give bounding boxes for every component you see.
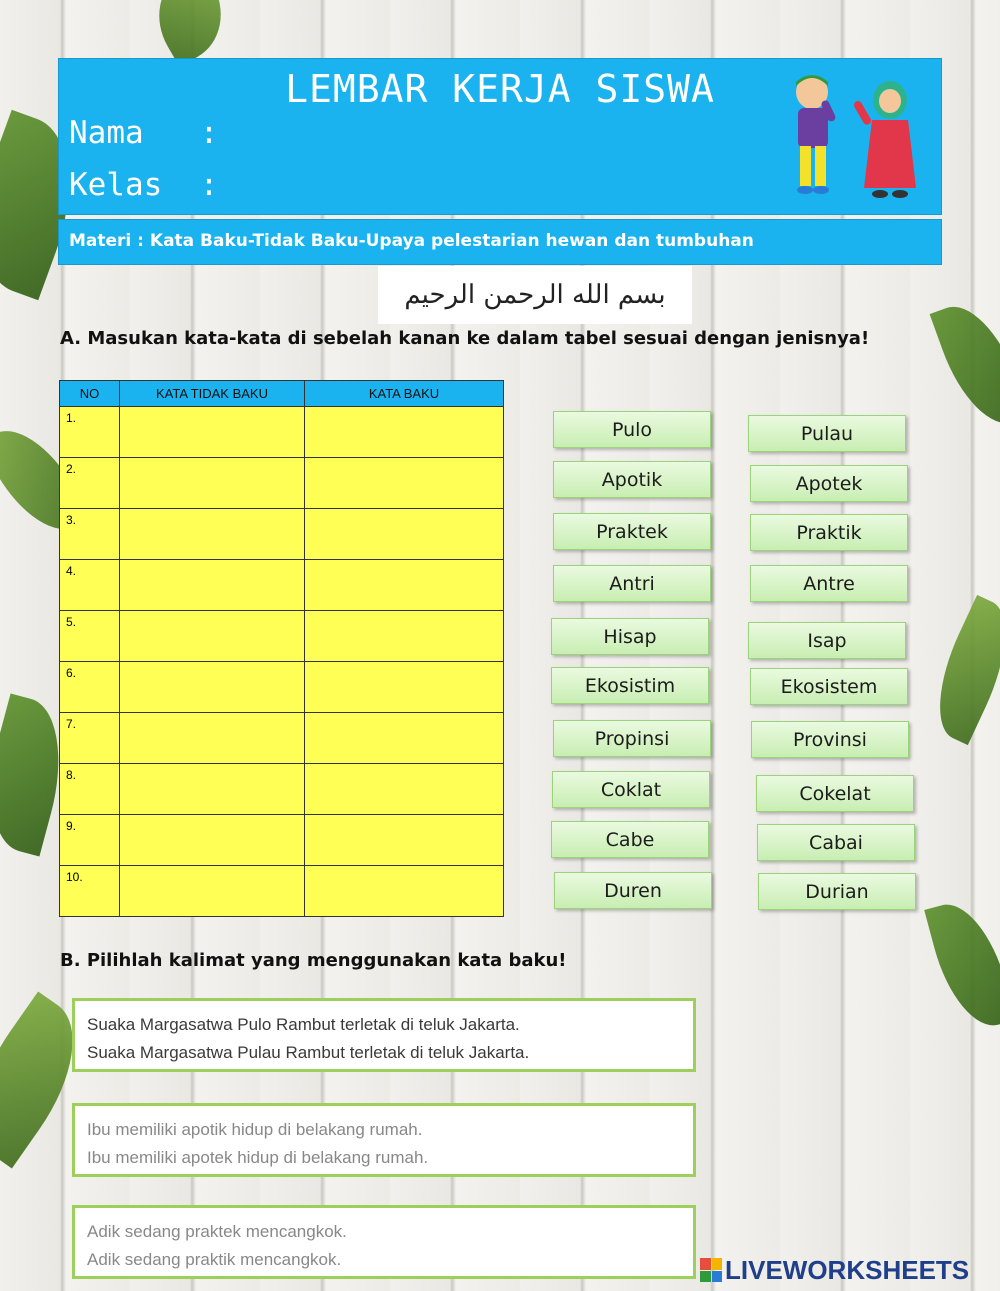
drop-cell-tidak-baku[interactable] [120,815,305,866]
word-card[interactable]: Ekosistim [551,667,709,704]
row-number: 2. [66,462,77,476]
drop-cell-baku[interactable] [305,866,504,917]
answer-option[interactable]: Suaka Margasatwa Pulo Rambut terletak di teluk Jakarta. [87,1015,520,1034]
table-row [60,509,504,560]
row-number-cell [60,560,120,611]
question-box-2 [72,1103,696,1177]
drop-cell-baku[interactable] [305,407,504,458]
word-card[interactable]: Praktek [553,513,711,550]
drop-cell-tidak-baku[interactable] [120,458,305,509]
section-a-title: A. Masukan kata-kata di sebelah kanan ke dalam tabel sesuai dengan jenisnya! [60,328,870,349]
row-number-cell [60,458,120,509]
word-card[interactable]: Durian [758,873,916,910]
col-no-header: NO [60,381,120,407]
question-box-1 [72,998,696,1072]
row-number-cell [60,815,120,866]
answer-option[interactable]: Adik sedang praktek mencangkok. [87,1222,347,1241]
row-number-cell [60,764,120,815]
table-row [60,611,504,662]
word-card[interactable]: Praktik [750,514,908,551]
materi-text: Materi : Kata Baku-Tidak Baku-Upaya pelestarian hewan dan tumbuhan [69,231,754,251]
row-number-cell [60,662,120,713]
table-row [60,560,504,611]
brand-name: LIVEWORKSHEETS [725,1254,970,1285]
drop-cell-baku[interactable] [305,764,504,815]
table-row [60,815,504,866]
col-baku-header: KATA BAKU [305,381,504,407]
row-number: 5. [66,615,77,629]
drop-cell-tidak-baku[interactable] [120,764,305,815]
drop-cell-tidak-baku[interactable] [120,509,305,560]
answer-option[interactable]: Suaka Margasatwa Pulau Rambut terletak di teluk Jakarta. [87,1043,530,1062]
nama-label: Nama : [69,115,219,151]
drop-cell-baku[interactable] [305,611,504,662]
leaf-decoration [918,595,1000,745]
word-card[interactable]: Hisap [551,618,709,655]
answer-option[interactable]: Ibu memiliki apotek hidup di belakang rumah. [87,1148,429,1167]
table-row [60,407,504,458]
word-card[interactable]: Antri [553,565,711,602]
drop-cell-tidak-baku[interactable] [120,713,305,764]
word-card[interactable]: Apotik [553,461,711,498]
table-row [60,458,504,509]
word-card[interactable]: Pulau [748,415,906,452]
kids-illustration [772,70,932,210]
question-box-3 [72,1205,696,1279]
row-number: 10. [66,870,83,884]
drop-cell-baku[interactable] [305,713,504,764]
drop-cell-tidak-baku[interactable] [120,866,305,917]
leaf-decoration [924,894,1000,1035]
kelas-label: Kelas : [69,167,219,203]
liveworksheets-logo [700,1256,969,1284]
table-row [60,764,504,815]
drop-cell-tidak-baku[interactable] [120,560,305,611]
drop-cell-baku[interactable] [305,458,504,509]
word-card[interactable]: Isap [748,622,906,659]
row-number: 6. [66,666,77,680]
word-card[interactable]: Cokelat [756,775,914,812]
row-number: 8. [66,768,77,782]
materi-bar [58,219,942,265]
col-tidak-baku-header: KATA TIDAK BAKU [120,381,305,407]
row-number-cell [60,713,120,764]
section-b-title: B. Pilihlah kalimat yang menggunakan kata baku! [60,950,567,971]
word-card[interactable]: Provinsi [751,721,909,758]
answer-option[interactable]: Ibu memiliki apotik hidup di belakang rumah. [87,1120,423,1139]
word-card[interactable]: Ekosistem [750,668,908,705]
table-row [60,662,504,713]
worksheet-title: LEMBAR KERJA SISWA [285,67,715,111]
drop-cell-baku[interactable] [305,815,504,866]
table-row [60,866,504,917]
word-card[interactable]: Propinsi [553,720,711,757]
word-card[interactable]: Coklat [552,771,710,808]
answer-table [59,380,504,917]
drop-cell-tidak-baku[interactable] [120,407,305,458]
word-card[interactable]: Cabe [551,821,709,858]
leaf-decoration [930,294,1000,437]
logo-badge-icon [700,1258,722,1282]
drop-cell-tidak-baku[interactable] [120,662,305,713]
word-card[interactable]: Antre [750,565,908,602]
row-number-cell [60,611,120,662]
row-number-cell [60,407,120,458]
row-number: 9. [66,819,77,833]
answer-option[interactable]: Adik sedang praktik mencangkok. [87,1250,342,1269]
row-number-cell [60,866,120,917]
drop-cell-baku[interactable] [305,509,504,560]
word-card[interactable]: Apotek [750,465,908,502]
drop-cell-tidak-baku[interactable] [120,611,305,662]
row-number: 1. [66,411,77,425]
table-row [60,713,504,764]
drop-cell-baku[interactable] [305,560,504,611]
row-number: 3. [66,513,77,527]
basmalah-calligraphy: بسم الله الرحمن الرحيم [378,266,692,324]
row-number: 4. [66,564,77,578]
drop-cell-baku[interactable] [305,662,504,713]
word-card[interactable]: Pulo [553,411,711,448]
word-card[interactable]: Cabai [757,824,915,861]
row-number-cell [60,509,120,560]
word-card[interactable]: Duren [554,872,712,909]
row-number: 7. [66,717,77,731]
